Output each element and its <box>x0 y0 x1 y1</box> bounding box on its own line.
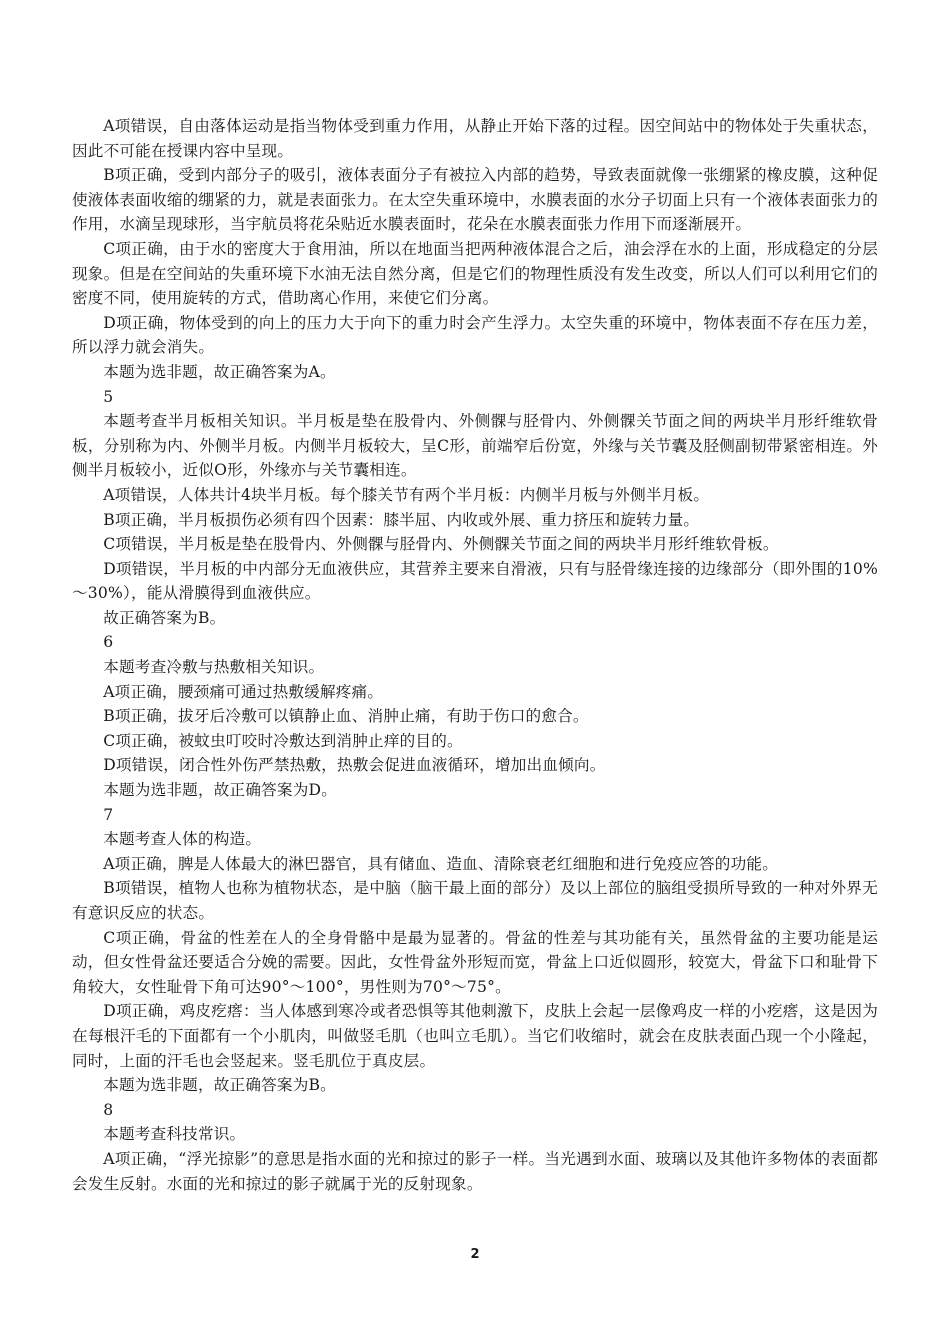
paragraph-q6-intro: 本题考查冷敷与热敷相关知识。 <box>103 658 325 677</box>
question-number-5: 5 <box>103 387 114 406</box>
paragraph-q5-option-d: D项错误，半月板的中内部分无血液供应，其营养主要来自滑液，只有与胫骨缘连接的边缘部分（即外围的10%～30%），能从滑膜得到血液供应。 <box>72 559 878 603</box>
paragraph-q8-option-a: A项正确，“浮光掠影”的意思是指水面的光和掠过的影子一样。当光遇到水面、玻璃以及其他许多物体的表面都会发生反射。水面的光和掠过的影子就属于光的反射现象。 <box>72 1149 878 1193</box>
paragraph-q5-answer: 故正确答案为B。 <box>103 608 226 627</box>
paragraph-q6-option-a: A项正确，腰颈痛可通过热敷缓解疼痛。 <box>103 682 384 701</box>
paragraph-q7-option-c: C项正确，骨盆的性差在人的全身骨骼中是最为显著的。骨盆的性差与其功能有关，虽然骨盆的主要功能是运动，但女性骨盆还要适合分娩的需要。因此，女性骨盆外形短而宽，骨盆上口近似圆形，较宽大，骨盆下口和耻骨下角较大，女性耻骨下角可达90°～100°，男性则为70°～75°。 <box>72 928 878 996</box>
paragraph-q4-option-b: B项正确，受到内部分子的吸引，液体表面分子有被拉入内部的趋势，导致表面就像一张绷紧的橡皮膜，这种促使液体表面收缩的绷紧的力，就是表面张力。在太空失重环境中，水膜表面的水分子切面上只有一个液体表面张力的作用，水滴呈现球形，当宇航员将花朵贴近水膜表面时，花朵在水膜表面张力作用下而逐渐展开。 <box>72 166 878 234</box>
paragraph-q7-intro: 本题考查人体的构造。 <box>103 830 262 849</box>
paragraph-q4-answer: 本题为选非题，故正确答案为A。 <box>103 362 336 381</box>
paragraph-q7-option-a: A项正确，脾是人体最大的淋巴器官，具有储血、造血、清除衰老红细胞和进行免疫应答的功能。 <box>103 854 778 873</box>
paragraph-q6-option-c: C项正确，被蚊虫叮咬时冷敷达到消肿止痒的目的。 <box>103 731 463 750</box>
document-body <box>72 114 878 1196</box>
paragraph-q4-option-a: A项错误，自由落体运动是指当物体受到重力作用，从静止开始下落的过程。因空间站中的物体处于失重状态，因此不可能在授课内容中呈现。 <box>72 117 878 160</box>
question-number-8: 8 <box>103 1100 114 1119</box>
paragraph-q7-option-d: D项正确，鸡皮疙瘩：当人体感到寒冷或者恐惧等其他刺激下，皮肤上会起一层像鸡皮一样的小疙瘩，这是因为在每根汗毛的下面都有一个小肌肉，叫做竖毛肌（也叫立毛肌）。当它们收缩时，就会在皮肤表面凸现一个小隆起，同时，上面的汗毛也会竖起来。竖毛肌位于真皮层。 <box>72 1002 878 1070</box>
paragraph-q6-option-b: B项正确，拔牙后冷敷可以镇静止血、消肿止痛，有助于伤口的愈合。 <box>103 707 589 726</box>
paragraph-q8-intro: 本题考查科技常识。 <box>103 1125 246 1144</box>
question-number-6: 6 <box>103 633 114 652</box>
paragraph-q5-intro: 本题考查半月板相关知识。半月板是垫在股骨内、外侧髁与胫骨内、外侧髁关节面之间的两块半月形纤维软骨板，分别称为内、外侧半月板。内侧半月板较大，呈C形，前端窄后份宽，外缘与关节囊及胫侧副韧带紧密相连。外侧半月板较小，近似O形，外缘亦与关节囊相连。 <box>72 412 878 480</box>
question-number-7: 7 <box>103 805 114 824</box>
paragraph-q5-option-a: A项错误，人体共计4块半月板。每个膝关节有两个半月板：内侧半月板与外侧半月板。 <box>103 485 710 504</box>
paragraph-q6-option-d: D项错误，闭合性外伤严禁热敷，热敷会促进血液循环，增加出血倾向。 <box>103 756 606 775</box>
paragraph-q7-answer: 本题为选非题，故正确答案为B。 <box>103 1076 336 1095</box>
page-number: 2 <box>470 1247 480 1262</box>
paragraph-q5-option-b: B项正确，半月板损伤必须有四个因素：膝半屈、内收或外展、重力挤压和旋转力量。 <box>103 510 700 529</box>
paragraph-q5-option-c: C项错误，半月板是垫在股骨内、外侧髁与胫骨内、外侧髁关节面之间的两块半月形纤维软骨板。 <box>103 535 779 554</box>
paragraph-q4-option-d: D项正确，物体受到的向上的压力大于向下的重力时会产生浮力。太空失重的环境中，物体表面不存在压力差，所以浮力就会消失。 <box>72 313 878 357</box>
paragraph-q7-option-b: B项错误，植物人也称为植物状态，是中脑（脑干最上面的部分）及以上部位的脑组受损所导致的一种对外界无有意识反应的状态。 <box>72 879 878 922</box>
paragraph-q6-answer: 本题为选非题，故正确答案为D。 <box>103 781 338 800</box>
paragraph-q4-option-c: C项正确，由于水的密度大于食用油，所以在地面当把两种液体混合之后，油会浮在水的上面，形成稳定的分层现象。但是在空间站的失重环境下水油无法自然分离，但是它们的物理性质没有发生改变，所以人们可以利用它们的密度不同，使用旋转的方式，借助离心作用，来使它们分离。 <box>72 239 878 308</box>
